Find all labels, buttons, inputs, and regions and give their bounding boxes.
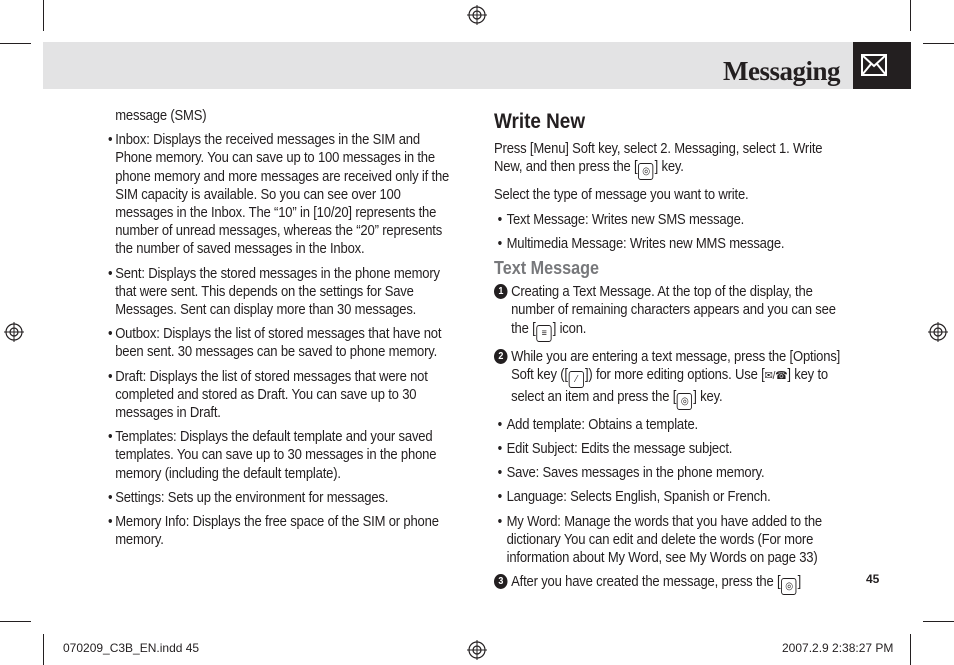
step-number-badge: 1 — [494, 284, 508, 299]
step-number-badge: 2 — [494, 349, 508, 364]
ok-key-icon: ◎ — [638, 163, 653, 180]
page-number: 45 — [866, 572, 880, 586]
step-1: 1 Creating a Text Message. At the top of the display, the number of remaining characters appears and you can see the [ ≡ ] icon. — [494, 283, 852, 341]
crop-mark — [910, 634, 911, 665]
registration-mark-icon — [4, 322, 24, 342]
paragraph: Press [Menu] Soft key, select 2. Messaging, select 1. Write New, and then press the [ ◎ ] key. — [494, 140, 852, 180]
crop-mark — [43, 0, 44, 31]
footer-filename: 070209_C3B_EN.indd 45 — [63, 641, 200, 655]
nav-key-icon: ✉/☎ — [764, 369, 788, 382]
ok-key-icon: ◎ — [677, 393, 692, 410]
list-item: • Outbox: Displays the list of stored messages that have not been sent. 30 messages can be saved to phone memory. — [108, 326, 442, 361]
paragraph: Select the type of message you want to write. — [494, 187, 749, 204]
list-item: • Language: Selects English, Spanish or French. — [497, 489, 771, 506]
list-item: • Add template: Obtains a template. — [497, 416, 698, 433]
list-item: • Save: Saves messages in the phone memory. — [497, 465, 765, 482]
footer-timestamp: 2007.2.9 2:38:27 PM — [782, 641, 894, 655]
registration-mark-icon — [467, 5, 487, 25]
list-item: • Text Message: Writes new SMS message. — [497, 211, 745, 228]
crop-mark — [0, 621, 31, 622]
list-item: • Memory Info: Displays the free space of the SIM or phone memory. — [108, 514, 439, 549]
header-icon-box — [853, 42, 911, 89]
crop-mark — [0, 43, 31, 44]
list-item: • Inbox: Displays the received messages in the SIM and Phone memory. You can save up to 100 messages in the phone memory and more messages are received only if the SIM capacity is available. So you can see over 100 messages in the Inbox. The “10” in [10/20] represents the number of unread messages, whereas the “20” represents the number of saved messages in the Inbox. — [108, 132, 450, 258]
list-item: • Edit Subject: Edits the message subject. — [497, 441, 733, 458]
list-item: • Draft: Displays the list of stored messages that were not completed and stored as Draft. You can save up to 30 messages in Draft. — [108, 368, 428, 422]
crop-mark — [923, 43, 954, 44]
soft-key-icon: ⁄ — [569, 371, 584, 388]
crop-mark — [910, 0, 911, 31]
crop-mark — [43, 634, 44, 665]
left-column — [108, 107, 457, 555]
list-item: • Sent: Displays the stored messages in the phone memory that were sent. This depends on the settings for Save Messages. Sent can display more than 30 messages. — [108, 265, 440, 319]
left-intro-text: message (SMS) — [115, 108, 207, 124]
ok-key-icon: ◎ — [781, 578, 796, 595]
message-counter-icon: ≡ — [536, 325, 551, 342]
list-item: • Settings: Sets up the environment for messages. — [108, 489, 389, 506]
subheading: Text Message — [494, 258, 600, 279]
crop-mark — [923, 621, 954, 622]
list-item: • Multimedia Message: Writes new MMS message. — [497, 235, 785, 252]
step-3: 3 After you have created the message, press the [ ◎ ] — [494, 573, 852, 595]
page-title: Messaging — [723, 56, 840, 86]
step-2: 2 While you are entering a text message, press the [Options] Soft key ([ ⁄ ]) for more editing options. Use [✉/☎] key to select an item and press the [ ◎ ] key. — [494, 348, 852, 410]
step-number-badge: 3 — [494, 574, 508, 589]
list-item: • Templates: Displays the default template and your saved templates. You can save up to 30 messages in the phone memory (including the default template). — [108, 429, 437, 482]
registration-mark-icon — [467, 640, 487, 660]
section-heading: Write New — [494, 110, 586, 133]
registration-mark-icon — [928, 322, 948, 342]
right-column — [494, 110, 852, 601]
envelope-icon — [861, 54, 887, 76]
list-item: • My Word: Manage the words that you have added to the dictionary You can edit and delete the words (For more information about My Word, see My Words on page 33) — [497, 513, 822, 567]
